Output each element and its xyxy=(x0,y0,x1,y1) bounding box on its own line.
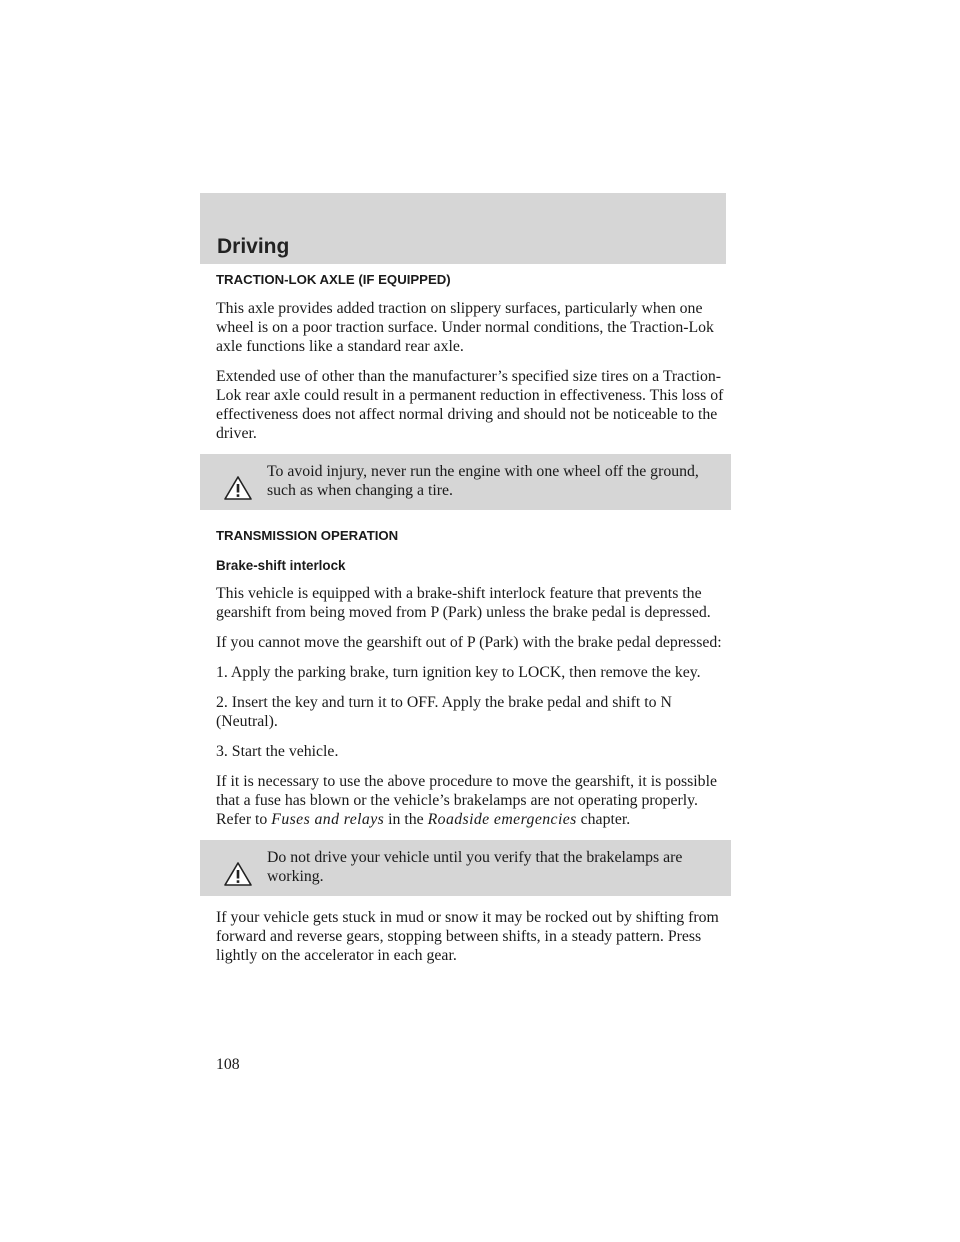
warning-box xyxy=(200,840,731,896)
warning-icon xyxy=(223,861,253,887)
page-content xyxy=(216,272,728,976)
step-item: 1. Apply the parking brake, turn ignition key to LOCK, then remove the key. xyxy=(216,664,701,681)
step-item: 2. Insert the key and turn it to OFF. Apply the brake pedal and shift to N (Neutral). xyxy=(216,694,672,730)
text-run: chapter. xyxy=(576,811,631,828)
text-run: If it is necessary to use the above procedure to move the gearshift, it is possible that a fuse has blown or the vehicle’s brakelamps are not operating properly. Refer to xyxy=(216,773,717,828)
warning-text: Do not drive your vehicle until you verify that the brakelamps are working. xyxy=(267,849,683,885)
paragraph: If you cannot move the gearshift out of P (Park) with the brake pedal depressed: xyxy=(216,634,722,651)
paragraph: This vehicle is equipped with a brake-shift interlock feature that prevents the gearshift from being moved from P (Park) unless the brake pedal is depressed. xyxy=(216,585,711,621)
section-heading-traction-lok: TRACTION-LOK AXLE (IF EQUIPPED) xyxy=(216,272,451,287)
subheading-brake-shift-interlock: Brake-shift interlock xyxy=(216,558,346,573)
chapter-header-band xyxy=(200,193,726,264)
reference-roadside-emergencies: Roadside emergencies xyxy=(427,811,577,828)
page-number: 108 xyxy=(216,1056,240,1073)
warning-box xyxy=(200,454,731,510)
warning-text: To avoid injury, never run the engine with one wheel off the ground, such as when changing a tire. xyxy=(267,463,699,499)
paragraph: If your vehicle gets stuck in mud or snow it may be rocked out by shifting from forward and reverse gears, stopping between shifts, in a steady pattern. Press lightly on the accelerator in each gear. xyxy=(216,909,719,964)
step-item: 3. Start the vehicle. xyxy=(216,743,339,760)
chapter-title: Driving xyxy=(217,235,290,258)
paragraph: Extended use of other than the manufacturer’s specified size tires on a Traction-Lok rear axle could result in a permanent reduction in effectiveness. This loss of effectiveness does not affect normal driving and should not be noticeable to the driver. xyxy=(216,368,724,442)
paragraph xyxy=(216,772,728,829)
text-run: in the xyxy=(384,811,428,828)
reference-fuses-and-relays: Fuses and relays xyxy=(271,811,385,828)
paragraph: This axle provides added traction on slippery surfaces, particularly when one wheel is on a poor traction surface. Under normal conditions, the Traction-Lok axle functions like a standard rear axle. xyxy=(216,300,714,355)
warning-icon xyxy=(223,475,253,501)
section-heading-transmission: TRANSMISSION OPERATION xyxy=(216,528,399,543)
